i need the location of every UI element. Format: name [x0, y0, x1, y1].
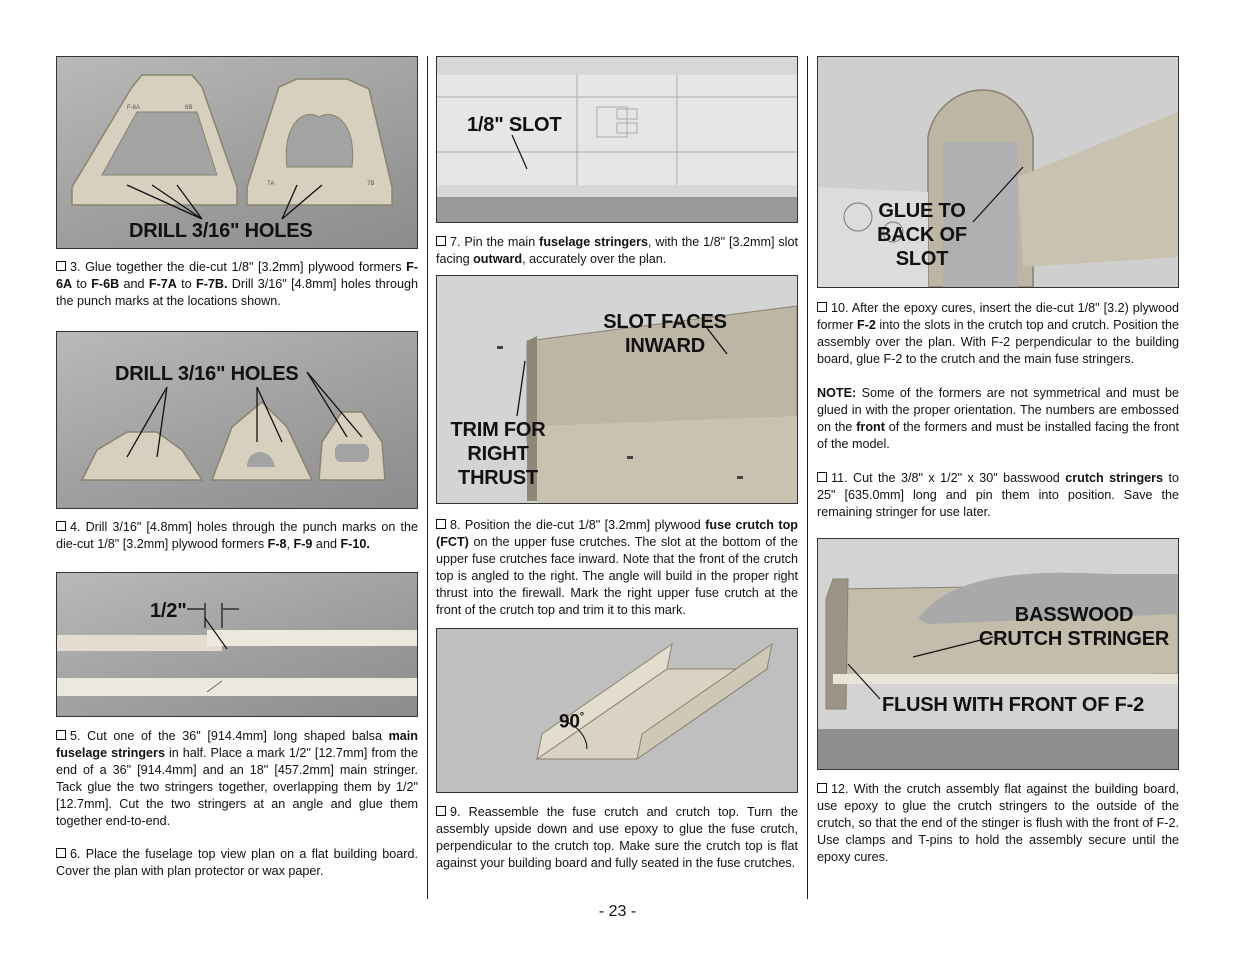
callout-basswood-stringer: BASSWOOD CRUTCH STRINGER — [978, 604, 1170, 650]
step-9-checkbox[interactable] — [436, 806, 446, 816]
photo-stringers-pinned — [436, 56, 798, 223]
step-10-checkbox[interactable] — [817, 302, 827, 312]
step-12-checkbox[interactable] — [817, 783, 827, 793]
callout-slot-faces: SLOT FACES INWARD — [603, 311, 727, 357]
column-left — [56, 56, 418, 880]
column-divider-right — [807, 56, 808, 899]
step-3-checkbox[interactable] — [56, 261, 66, 271]
page-number: - 23 - — [598, 903, 637, 920]
former-label-6b: 6B — [185, 105, 193, 111]
callout-drill-holes-1: DRILL 3/16" HOLES — [129, 220, 313, 242]
photo-crutch-assembly — [436, 628, 798, 793]
step-12: 12. With the crutch assembly flat against the building board, use epoxy to glue the crutch stringers to the outside of the crutch, so that the end of the stinger is flush with the front of F-2. Use clamps and T-pins to hold the assembly secure until the epoxy cures. — [817, 782, 1179, 864]
step-8: 8. Position the die-cut 1/8" [3.2mm] plywood fuse crutch top (FCT) on the upper fuse crutches. The slot at the bottom of the upper fuse crutches face inward. Note that the front of the crutch top is angled to the right. The angle will build in the proper right thrust into the firewall. Mark the right upper fuse crutch at the front of the crutch top and trim it to this mark. — [436, 518, 798, 617]
callout-slot: 1/8" SLOT — [467, 114, 562, 136]
callout-drill-holes-2: DRILL 3/16" HOLES — [115, 363, 299, 385]
photo-stringers — [56, 572, 418, 717]
stringers-pinned-illustration — [437, 57, 797, 222]
callout-trim-thrust: TRIM FOR RIGHT THRUST — [450, 419, 546, 489]
callout-half-inch: 1/2" — [150, 600, 187, 622]
step-4: 4. Drill 3/16" [4.8mm] holes through the punch marks on the die-cut 1/8" [3.2mm] plywood formers F-8, F-9 and F-10. — [56, 520, 418, 551]
formers-f8-f10-illustration — [57, 332, 417, 508]
callout-glue-slot: GLUE TO BACK OF SLOT — [877, 200, 967, 270]
column-right — [817, 56, 1179, 866]
crutch-assembly-illustration — [437, 629, 797, 792]
column-divider-left — [427, 56, 428, 899]
step-8-checkbox[interactable] — [436, 519, 446, 529]
step-10: 10. After the epoxy cures, insert the die-cut 1/8" [3.2) plywood former F-2 into the slots in the crutch top and crutch. Position the assembly over the plan. With F-2 perpendicular to the building board, glue F-2 to the crutch and the main fuse stringers. — [817, 301, 1179, 366]
photo-formers-f8-f10 — [56, 331, 418, 509]
photo-crutch-stringer — [817, 538, 1179, 770]
photo-former-f2 — [817, 56, 1179, 288]
step-11-checkbox[interactable] — [817, 472, 827, 482]
stringers-illustration — [57, 573, 417, 716]
former-label-7a: 7A — [267, 181, 275, 187]
step-5: 5. Cut one of the 36" [914.4mm] long shaped balsa main fuselage stringers in half. Place a mark 1/2" [12.7mm] from the end of a 36" [914.4mm] and an 18" [457.2mm] main stringer. Tack glue the two stringers together, overlapping them by 1/2" [12.7mm]. Cut the two stringers at an angle and glue them together end-to-end. — [56, 729, 418, 828]
step-7: 7. Pin the main fuselage stringers, with the 1/8" [3.2mm] slot facing outward, accurately over the plan. — [436, 235, 798, 266]
step-9: 9. Reassemble the fuse crutch and crutch top. Turn the assembly upside down and use epoxy to glue the fuse crutch, perpendicular to the crutch top. Make sure the crutch top is flat against your building board and fully seated in the fuse crutches. — [436, 805, 798, 870]
former-label-7b: 7B — [367, 181, 375, 187]
column-middle — [436, 56, 798, 872]
step-6: 6. Place the fuselage top view plan on a flat building board. Cover the plan with plan protector or wax paper. — [56, 847, 418, 878]
callout-flush-front: FLUSH WITH FRONT OF F-2 — [882, 694, 1145, 716]
step-7-checkbox[interactable] — [436, 236, 446, 246]
crutch-stringer-illustration — [818, 539, 1178, 769]
photo-crutch-top — [436, 275, 798, 504]
step-4-checkbox[interactable] — [56, 521, 66, 531]
former-label-f6a: F-6A — [127, 105, 141, 111]
callout-90-degrees: 90° — [559, 711, 584, 733]
step-3: 3. Glue together the die-cut 1/8" [3.2mm] plywood formers F-6A to F-6B and F-7A to F-7B. Drill 3/16" [4.8mm] holes through the punch marks at the locations shown. — [56, 260, 418, 308]
step-11: 11. Cut the 3/8" x 1/2" x 30" basswood crutch stringers to 25" [635.0mm] long and pin them into position. Save the remaining stringer for use later. — [817, 471, 1179, 519]
note: NOTE: Some of the formers are not symmetrical and must be glued in with the proper orientation. The numbers are embossed on the front of the formers and must be installed facing the front of the model. — [817, 386, 1180, 451]
photo-formers-f6-f7 — [56, 56, 418, 249]
step-6-checkbox[interactable] — [56, 848, 66, 858]
step-5-checkbox[interactable] — [56, 730, 66, 740]
